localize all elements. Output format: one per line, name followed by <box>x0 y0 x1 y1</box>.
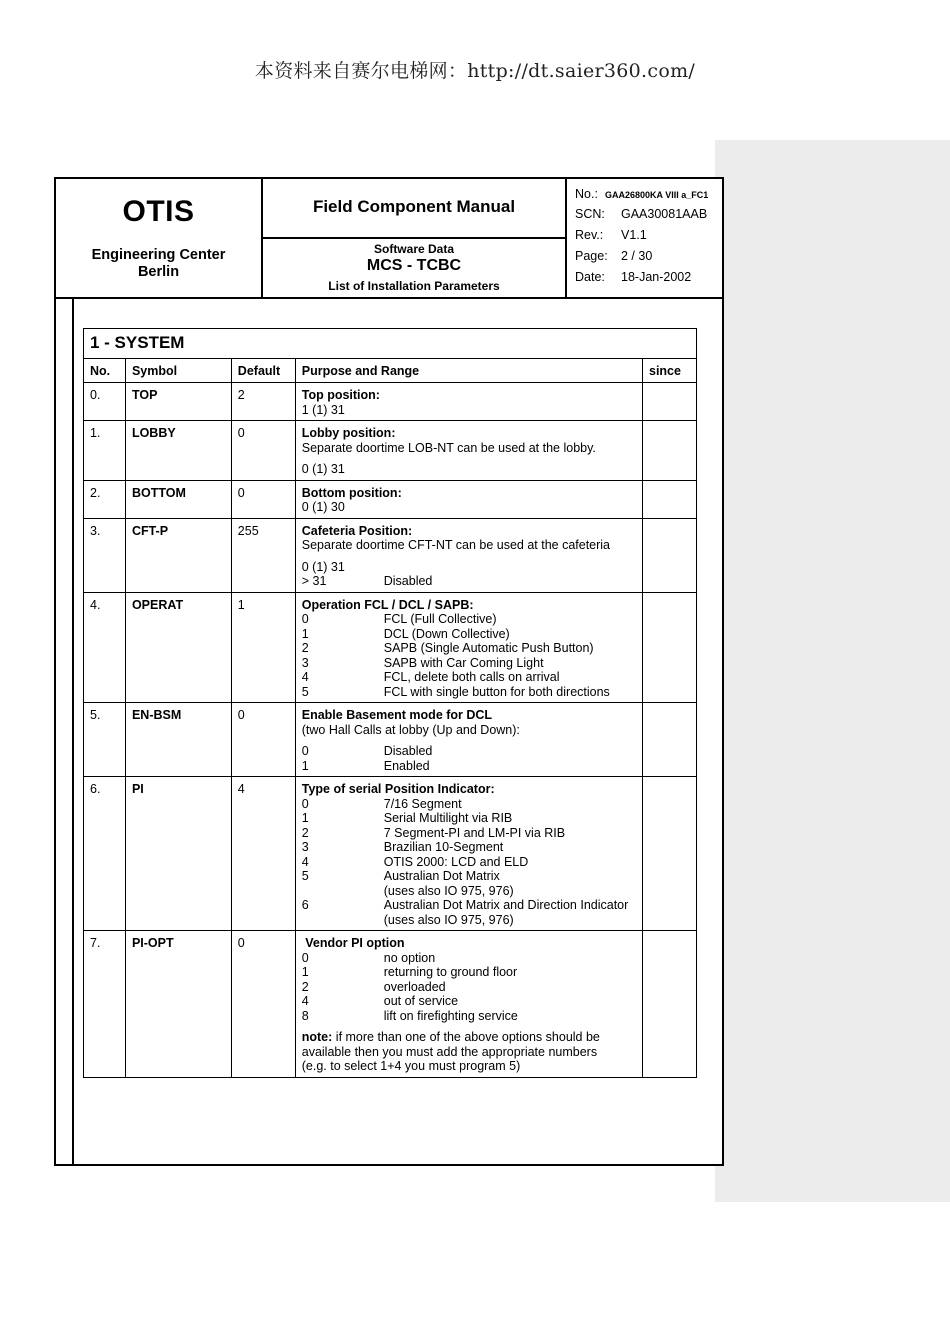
meta-scn-label: SCN: <box>575 207 605 221</box>
param-heading: Top position: <box>301 388 380 402</box>
param-range: 0 (1) 31 <box>301 462 345 476</box>
param-range: 0 (1) 30 <box>301 500 345 514</box>
param-default: 0 <box>231 421 295 481</box>
param-heading: Operation FCL / DCL / SAPB: <box>301 597 474 612</box>
param-option: 5 Australian Dot Matrix <box>301 869 500 883</box>
document-subtitle: List of Installation Parameters <box>328 279 500 293</box>
param-symbol: LOBBY <box>125 421 231 481</box>
table-row <box>84 703 697 777</box>
param-purpose <box>295 421 642 481</box>
header-meta-block <box>567 179 722 297</box>
col-header-default: Default <box>231 359 295 383</box>
param-since <box>643 518 697 592</box>
software-data-label: Software Data <box>373 242 455 256</box>
comment-margin <box>715 140 950 1202</box>
param-symbol: BOTTOM <box>125 480 231 518</box>
param-option: 2 SAPB (Single Automatic Push Button) <box>301 641 594 655</box>
param-option: 0 Disabled <box>301 744 433 758</box>
meta-rev <box>575 228 647 248</box>
param-description: (two Hall Calls at lobby (Up and Down): <box>301 722 520 737</box>
meta-scn <box>575 207 707 227</box>
param-default: 1 <box>231 592 295 703</box>
param-purpose <box>295 703 642 777</box>
header-title-block <box>263 179 567 297</box>
meta-date-label: Date: <box>575 270 605 284</box>
param-option: 3 SAPB with Car Coming Light <box>301 655 544 670</box>
col-header-since: since <box>643 359 697 383</box>
meta-date-value: 18-Jan-2002 <box>621 270 692 284</box>
param-option: 1 Enabled <box>301 758 430 773</box>
param-option: 1 DCL (Down Collective) <box>301 626 510 641</box>
param-no: 2. <box>84 480 126 518</box>
param-default: 255 <box>231 518 295 592</box>
param-option-note: (uses also IO 975, 976) <box>383 912 514 927</box>
meta-page <box>575 249 652 269</box>
meta-date <box>575 270 691 290</box>
meta-scn-value: GAA30081AAB <box>621 207 708 221</box>
param-no: 0. <box>84 383 126 421</box>
param-option: 2 7 Segment-PI and LM-PI via RIB <box>301 825 566 840</box>
param-option: 0 no option <box>301 950 436 965</box>
param-option: 6 Australian Dot Matrix and Direction Indicator <box>301 898 629 912</box>
param-heading: Vendor PI option <box>301 936 405 950</box>
param-description: Separate doortime LOB-NT can be used at the lobby. <box>301 440 596 455</box>
param-heading: Lobby position: <box>301 426 396 440</box>
engineering-center <box>56 247 261 281</box>
note-label: note: <box>301 1030 333 1044</box>
param-option: 4 out of service <box>301 994 459 1008</box>
param-no: 7. <box>84 931 126 1078</box>
table-row <box>84 931 697 1078</box>
param-heading: Bottom position: <box>301 485 402 500</box>
param-since <box>643 703 697 777</box>
param-no: 1. <box>84 421 126 481</box>
param-default: 4 <box>231 777 295 931</box>
param-purpose <box>295 931 642 1078</box>
center-line-1: Engineering Center <box>91 247 226 263</box>
table-row <box>84 777 697 931</box>
param-range: 1 (1) 31 <box>301 402 345 417</box>
param-heading: Type of serial Position Indicator: <box>301 782 495 796</box>
param-no: 3. <box>84 518 126 592</box>
param-symbol: PI-OPT <box>125 931 231 1078</box>
meta-no <box>575 187 708 207</box>
param-since <box>643 383 697 421</box>
param-no: 4. <box>84 592 126 703</box>
param-option: 0 FCL (Full Collective) <box>301 612 497 626</box>
param-purpose <box>295 480 642 518</box>
center-line-2: Berlin <box>137 264 180 280</box>
section-title: 1 - SYSTEM <box>84 329 697 359</box>
param-option: 8 lift on firefighting service <box>301 1008 518 1023</box>
param-since <box>643 592 697 703</box>
param-purpose <box>295 592 642 703</box>
param-no: 6. <box>84 777 126 931</box>
table-row <box>84 383 697 421</box>
note-text-1: if more than one of the above options should be <box>335 1030 600 1044</box>
param-symbol: OPERAT <box>125 592 231 703</box>
param-option-note: (uses also IO 975, 976) <box>383 883 514 898</box>
param-since <box>643 777 697 931</box>
header-company-block <box>56 179 263 297</box>
meta-no-value: GAA26800KA VIII a_FC1 <box>605 190 709 200</box>
company-logo-text: OTIS <box>122 195 195 228</box>
table-row <box>84 480 697 518</box>
parameter-table <box>83 328 697 1078</box>
note-text-2: available then you must add the appropriate numbers <box>301 1044 598 1059</box>
document-frame <box>54 177 724 1166</box>
param-symbol: CFT-P <box>125 518 231 592</box>
param-symbol: EN-BSM <box>125 703 231 777</box>
param-default: 0 <box>231 703 295 777</box>
param-option: 0 7/16 Segment <box>301 796 462 811</box>
param-option: 2 overloaded <box>301 979 446 994</box>
product-name: MCS - TCBC <box>366 257 462 274</box>
document-header <box>56 179 722 299</box>
param-range: 0 (1) 31 <box>301 559 345 574</box>
param-since <box>643 480 697 518</box>
table-row <box>84 592 697 703</box>
table-row <box>84 518 697 592</box>
manual-title: Field Component Manual <box>312 197 516 216</box>
param-heading: Cafeteria Position: <box>301 523 413 538</box>
param-no: 5. <box>84 703 126 777</box>
col-header-symbol: Symbol <box>125 359 231 383</box>
param-default: 0 <box>231 931 295 1078</box>
meta-no-label: No.: <box>575 187 598 201</box>
param-since <box>643 421 697 481</box>
meta-rev-label: Rev.: <box>575 228 604 242</box>
table-header-row <box>84 359 697 383</box>
meta-page-label: Page: <box>575 249 608 263</box>
meta-rev-value: V1.1 <box>621 228 647 242</box>
col-header-no: No. <box>84 359 126 383</box>
param-option: 1 Serial Multilight via RIB <box>301 811 513 825</box>
param-description: Separate doortime CFT-NT can be used at the cafeteria <box>301 538 611 552</box>
param-symbol: PI <box>125 777 231 931</box>
note-text-3: (e.g. to select 1+4 you must program 5) <box>301 1059 521 1073</box>
param-option: 1 returning to ground floor <box>301 965 518 979</box>
param-option: 4 FCL, delete both calls on arrival <box>301 670 560 684</box>
left-margin-rule <box>72 297 74 1166</box>
param-purpose <box>295 777 642 931</box>
param-heading: Enable Basement mode for DCL <box>301 708 493 722</box>
table-row <box>84 421 697 481</box>
col-header-purpose: Purpose and Range <box>295 359 642 383</box>
param-default: 2 <box>231 383 295 421</box>
param-option: 4 OTIS 2000: LCD and ELD <box>301 854 529 869</box>
meta-page-value: 2 / 30 <box>621 249 653 263</box>
param-option: 3 Brazilian 10-Segment <box>301 840 504 854</box>
param-default: 0 <box>231 480 295 518</box>
source-watermark: 本资料来自赛尔电梯网：http://dt.saier360.com/ <box>254 60 696 82</box>
param-since <box>643 931 697 1078</box>
param-note <box>302 1030 636 1045</box>
param-purpose <box>295 383 642 421</box>
param-symbol: TOP <box>125 383 231 421</box>
param-option: > 31 Disabled <box>301 574 433 588</box>
param-purpose <box>295 518 642 592</box>
param-option: 5 FCL with single button for both directions <box>301 684 610 699</box>
